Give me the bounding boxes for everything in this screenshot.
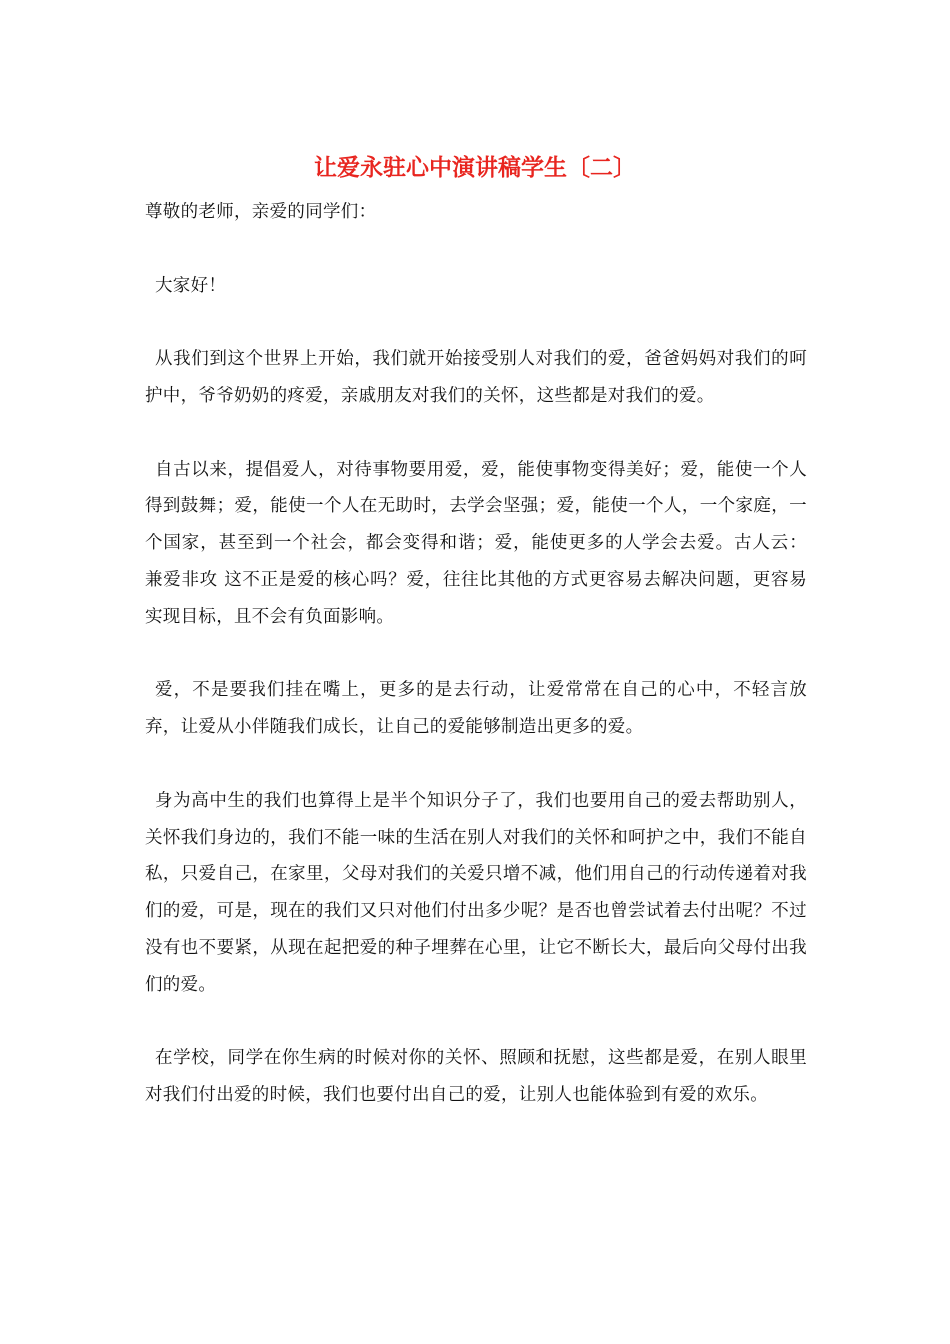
paragraph-greeting: 大家好！ (155, 275, 227, 296)
paragraph-2: 自古以来，提倡爱人，对待事物要用爱，爱，能使事物变得美好；爱，能使一个人得到鼓舞；爱，能使一个人在无助时，去学会坚强；爱，能使一个人，一个家庭，一个国家，甚至到一个社会，都会变得和谐；爱，能使更多的人学会去爱。古人云： 兼爱非攻 这不正是爱的核心吗？爱，往往比其他的方式更容易去解决问题，更容易实现目标，且不会有负面影响。 (145, 459, 807, 627)
salutation: 尊敬的老师，亲爱的同学们： (145, 202, 377, 222)
paragraph-3: 爱，不是要我们挂在嘴上，更多的是去行动，让爱常常在自己的心中，不轻言放弃，让爱从小伴随我们成长，让自己的爱能够制造出更多的爱。 (145, 680, 807, 738)
paragraph-4: 身为高中生的我们也算得上是半个知识分子了，我们也要用自己的爱去帮助别人，关怀我们身边的，我们不能一味的生活在别人对我们的关怀和呵护之中，我们不能自私，只爱自己，在家里，父母对我们的关爱只增不减，他们用自己的行动传递着对我们的爱，可是，现在的我们又只对他们付出多少呢？是否也曾尝试着去付出呢？不过没有也不要紧，从现在起把爱的种子埋葬在心里，让它不断长大，最后向父母付出我们的爱。 (145, 790, 807, 995)
document-body (145, 194, 807, 1151)
document-title: 让爱永驻心中演讲稿学生〔二〕 (314, 154, 636, 181)
paragraph-5: 在学校，同学在你生病的时候对你的关怀、照顾和抚慰，这些都是爱，在别人眼里对我们付出爱的时候，我们也要付出自己的爱，让别人也能体验到有爱的欢乐。 (145, 1048, 807, 1106)
paragraph-1: 从我们到这个世界上开始，我们就开始接受别人对我们的爱，爸爸妈妈对我们的呵护中，爷爷奶奶的疼爱，亲戚朋友对我们的关怀，这些都是对我们的爱。 (145, 349, 807, 406)
